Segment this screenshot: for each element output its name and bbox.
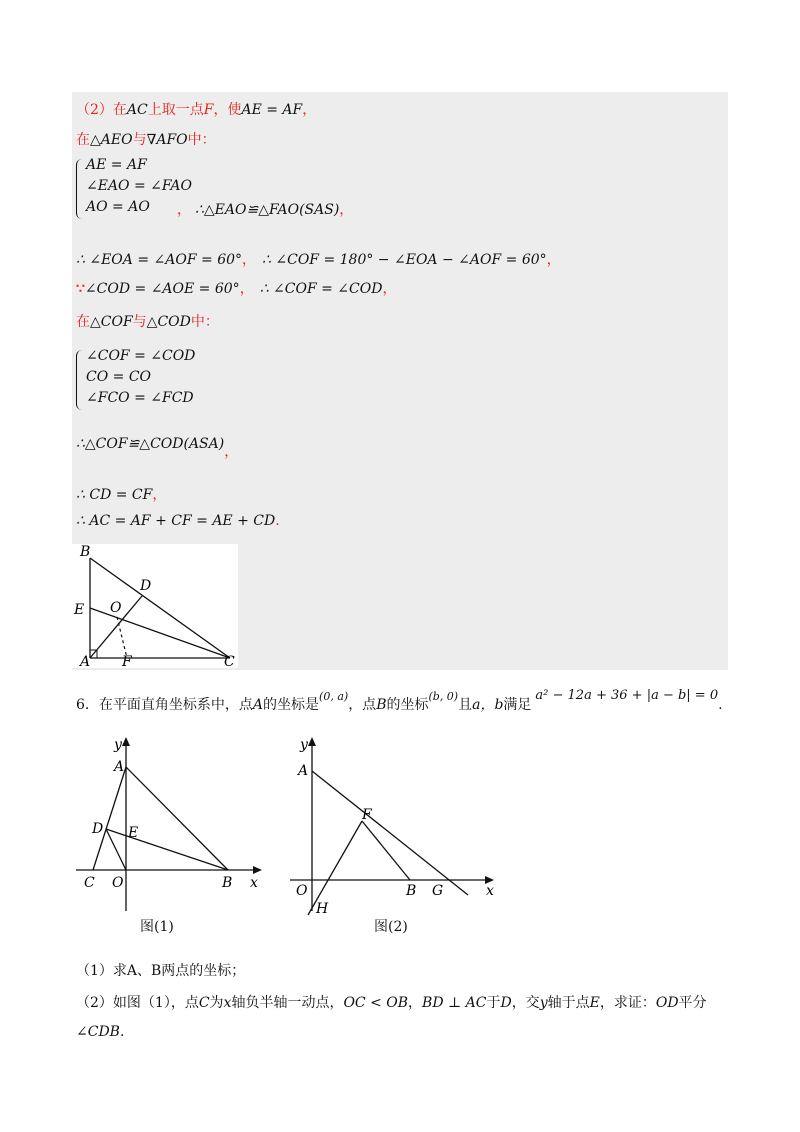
- label-d: D: [92, 821, 104, 837]
- math-point: A: [252, 697, 264, 713]
- text-red: ，: [382, 281, 397, 297]
- math-inequality: OC < OB: [343, 995, 409, 1011]
- label-h: H: [316, 901, 329, 917]
- math-coord: (b, 0): [428, 690, 459, 703]
- math-expr: ∴ AC = AF + CF = AE + CD: [76, 513, 276, 529]
- brace-row: AO = AO: [86, 199, 150, 215]
- question-text: （2）如图（1），点: [76, 995, 199, 1011]
- text-red: 上取一点: [147, 102, 204, 118]
- math-point: E: [589, 995, 600, 1011]
- question-text: ，求证：: [599, 995, 656, 1011]
- brace-row: CO = CO: [86, 369, 152, 385]
- brace-row: ∠EAO = ∠FAO: [86, 178, 192, 194]
- math-var: x: [223, 995, 232, 1011]
- label-c: C: [84, 875, 95, 891]
- question-text: 满足: [503, 697, 532, 713]
- label-g: G: [432, 883, 444, 899]
- math-var: y: [539, 995, 548, 1011]
- math-expr: ∴ ∠COF = 180° − ∠EOA − ∠AOF = 60°: [262, 252, 547, 268]
- text-red: ，使: [213, 102, 242, 118]
- label-b: B: [80, 544, 91, 560]
- text-red: ，: [224, 444, 239, 460]
- label-f: F: [362, 807, 372, 823]
- question-text: 轴于点: [547, 995, 590, 1011]
- text-red: 与: [132, 314, 147, 330]
- text-red: （2）在: [76, 102, 127, 118]
- math-equation: AE = AF: [241, 102, 303, 118]
- math-point: C: [198, 995, 210, 1011]
- math-angle: ∠CDB: [76, 1024, 120, 1040]
- solution-line-4: [76, 278, 396, 298]
- math-f: F: [203, 102, 214, 118]
- label-f: F: [122, 654, 132, 668]
- y-axis-arrow-icon: [122, 737, 130, 746]
- text-red: 在: [76, 314, 90, 330]
- x-axis-arrow-icon: [253, 866, 262, 874]
- label-e: E: [74, 602, 85, 618]
- label-o: O: [110, 600, 122, 616]
- label-x: x: [486, 883, 494, 899]
- question-text: 为: [209, 995, 224, 1011]
- question-text: 的坐标: [386, 697, 429, 713]
- label-y: y: [114, 737, 122, 753]
- brace-icon: [76, 159, 83, 219]
- solution-line-2: [76, 129, 216, 149]
- text-red: ，: [239, 281, 254, 297]
- text-red: ，: [339, 202, 354, 218]
- label-y: y: [300, 737, 308, 753]
- label-c: C: [224, 654, 235, 668]
- brace1-conclusion: [177, 199, 353, 219]
- label-d: D: [140, 578, 152, 594]
- math-segment: OD: [655, 995, 679, 1011]
- brace-row: ∠FCO = ∠FCD: [86, 390, 194, 406]
- math-triangle: ∇AFO: [146, 132, 188, 148]
- brace-row: ∠COF = ∠COD: [86, 348, 196, 364]
- math-ac: AC: [126, 102, 148, 118]
- text-red: 中：: [190, 314, 219, 330]
- question-end: .: [718, 697, 723, 713]
- triangle-diagram: [72, 544, 238, 668]
- segment-db: [106, 829, 228, 870]
- text-red: ，: [546, 252, 561, 268]
- subquestion-1: （1）求A、B两点的坐标；: [76, 963, 246, 979]
- question-number: 6．: [76, 697, 99, 713]
- label-a: A: [298, 763, 309, 779]
- math-expr: ∴ ∠COF = ∠COD: [259, 281, 383, 297]
- question-text: ，交: [511, 995, 540, 1011]
- solution-line-6: [76, 433, 239, 460]
- math-congruence: ∴△COF≌△COD(ASA): [76, 436, 225, 452]
- brace-row: AE = AF: [86, 157, 147, 173]
- question-text: 于: [486, 995, 501, 1011]
- text-red: ，: [242, 252, 257, 268]
- solution-line-1: [76, 99, 316, 119]
- because-icon: ∵: [76, 281, 85, 297]
- label-a: A: [80, 654, 91, 668]
- text-red: ，: [177, 202, 191, 218]
- triangle-figure: [72, 544, 238, 668]
- question-text: 轴负半轴一动点，: [231, 995, 344, 1011]
- label-b: B: [222, 875, 233, 891]
- segment-ac: [93, 767, 126, 870]
- math-vars: a，b: [472, 697, 504, 713]
- text-red: ，: [152, 487, 167, 503]
- solution-line-5: [76, 311, 219, 331]
- line-ag: [312, 771, 468, 895]
- text-red: ，: [302, 102, 317, 118]
- coordinate-figure-2: [286, 735, 506, 920]
- figure-caption-1: 图(1): [140, 919, 174, 935]
- math-congruence: ∴△EAO≌△FAO(SAS): [195, 202, 340, 218]
- math-equation: a² − 12a + 36 + |a − b| = 0: [535, 688, 719, 703]
- solution-line-8: [76, 513, 280, 529]
- solution-line-7: [76, 484, 166, 504]
- math-expr: ∠COD = ∠AOE = 60°: [84, 281, 240, 297]
- figure-caption-2: 图(2): [374, 919, 408, 935]
- math-triangle: △COF: [90, 314, 133, 330]
- label-x: x: [250, 875, 258, 891]
- math-coord: (0, a): [319, 690, 349, 703]
- question-text: 平分: [678, 995, 707, 1011]
- subquestion-2: [76, 992, 707, 1012]
- question-6: [76, 688, 723, 714]
- math-expr: ∴ CD = CF: [76, 487, 153, 503]
- segment-of-dashed: [117, 617, 127, 658]
- label-o: O: [112, 875, 124, 891]
- text-red: .: [275, 513, 280, 529]
- label-o: O: [296, 883, 308, 899]
- subquestion-2-cont: [76, 1024, 124, 1040]
- question-text: ，: [408, 995, 423, 1011]
- text-red: 与: [132, 132, 147, 148]
- question-text: 且: [458, 697, 473, 713]
- text-red: 中：: [187, 132, 216, 148]
- math-expr: ∴ ∠EOA = ∠AOF = 60°: [76, 252, 243, 268]
- question-text: 在平面直角坐标系中，点: [98, 697, 253, 713]
- brace-icon: [76, 350, 83, 410]
- question-end: .: [119, 1024, 125, 1040]
- y-axis-arrow-icon: [308, 737, 316, 746]
- label-b: B: [406, 883, 417, 899]
- question-text: ，点: [348, 697, 377, 713]
- label-a: A: [114, 759, 125, 775]
- math-perpendicular: BD ⊥ AC: [422, 995, 487, 1011]
- math-point: D: [500, 995, 512, 1011]
- math-point: B: [376, 697, 387, 713]
- text-red: 在: [76, 132, 90, 148]
- math-triangle: △AEO: [90, 132, 133, 148]
- coordinate-figure-1: [72, 735, 272, 915]
- solution-line-3: [76, 249, 561, 269]
- label-e: E: [128, 825, 139, 841]
- question-text: 的坐标是: [263, 697, 320, 713]
- math-triangle: △COD: [146, 314, 191, 330]
- segment-ab: [126, 767, 228, 870]
- system-brace-2: [76, 348, 376, 414]
